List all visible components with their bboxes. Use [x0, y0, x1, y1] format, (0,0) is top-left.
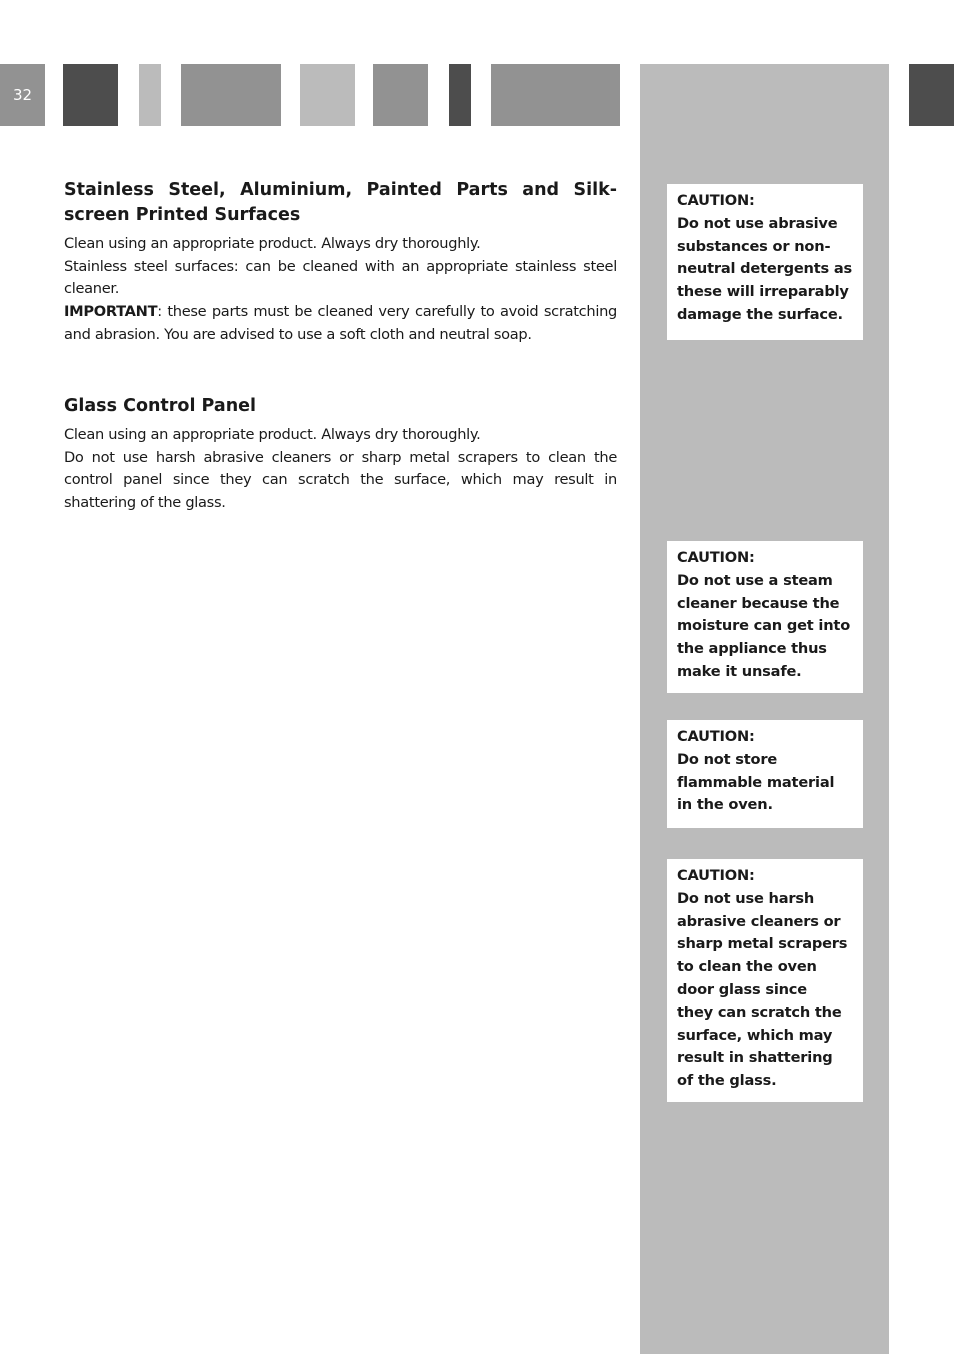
body-line: Do not use harsh abrasive cleaners or sharp metal scrapers to clean the control panel since they can scratch the surface, which may result in shattering of the glass. — [64, 448, 617, 512]
caution-text: Do not use abrasive substances or non- neutral detergents as these will irreparably damage the surface. — [677, 214, 853, 323]
body-line: Clean using an appropriate product. Always dry thoroughly. — [64, 235, 481, 252]
caution-box-flammable — [667, 720, 863, 828]
caution-label: CAUTION: — [677, 728, 755, 745]
caution-label: CAUTION: — [677, 549, 755, 566]
body-line: Clean using an appropriate product. Always dry thoroughly. — [64, 426, 481, 443]
section-title: Glass Control Panel — [64, 396, 257, 416]
section-title: Stainless Steel, Aluminium, Painted Parts and Silk-screen Printed Surfaces — [64, 180, 617, 225]
section-stainless-steel — [64, 178, 617, 347]
caution-box-abrasive — [667, 184, 863, 340]
caution-text: Do not store flammable material in the oven. — [677, 750, 835, 814]
header-block — [63, 64, 118, 126]
caution-label: CAUTION: — [677, 867, 755, 884]
caution-text: Do not use a steam cleaner because the moisture can get into the appliance thus make it unsafe. — [677, 571, 851, 680]
important-note — [64, 301, 617, 346]
caution-box-door-glass — [667, 859, 863, 1102]
header-block — [909, 64, 954, 126]
header-block — [300, 64, 355, 126]
header-block — [181, 64, 281, 126]
page-number: 32 — [0, 64, 45, 126]
important-label: IMPORTANT — [64, 303, 158, 321]
caution-box-steam — [667, 541, 863, 693]
header-block — [491, 64, 620, 126]
important-text: : these parts must be cleaned very carefully to avoid scratching and abrasion. You are advised to use a soft cloth and neutral soap. — [64, 303, 617, 343]
caution-text: Do not use harsh abrasive cleaners or sharp metal scrapers to clean the oven door glass since they can scratch the surface, which may result in shattering of the glass. — [677, 889, 848, 1090]
body-line: Stainless steel surfaces: can be cleaned with an appropriate stainless steel cleaner. — [64, 257, 617, 298]
caution-label: CAUTION: — [677, 192, 755, 209]
section-glass-control-panel — [64, 394, 617, 515]
header-block — [139, 64, 161, 126]
header-block — [373, 64, 428, 126]
header-block — [449, 64, 471, 126]
